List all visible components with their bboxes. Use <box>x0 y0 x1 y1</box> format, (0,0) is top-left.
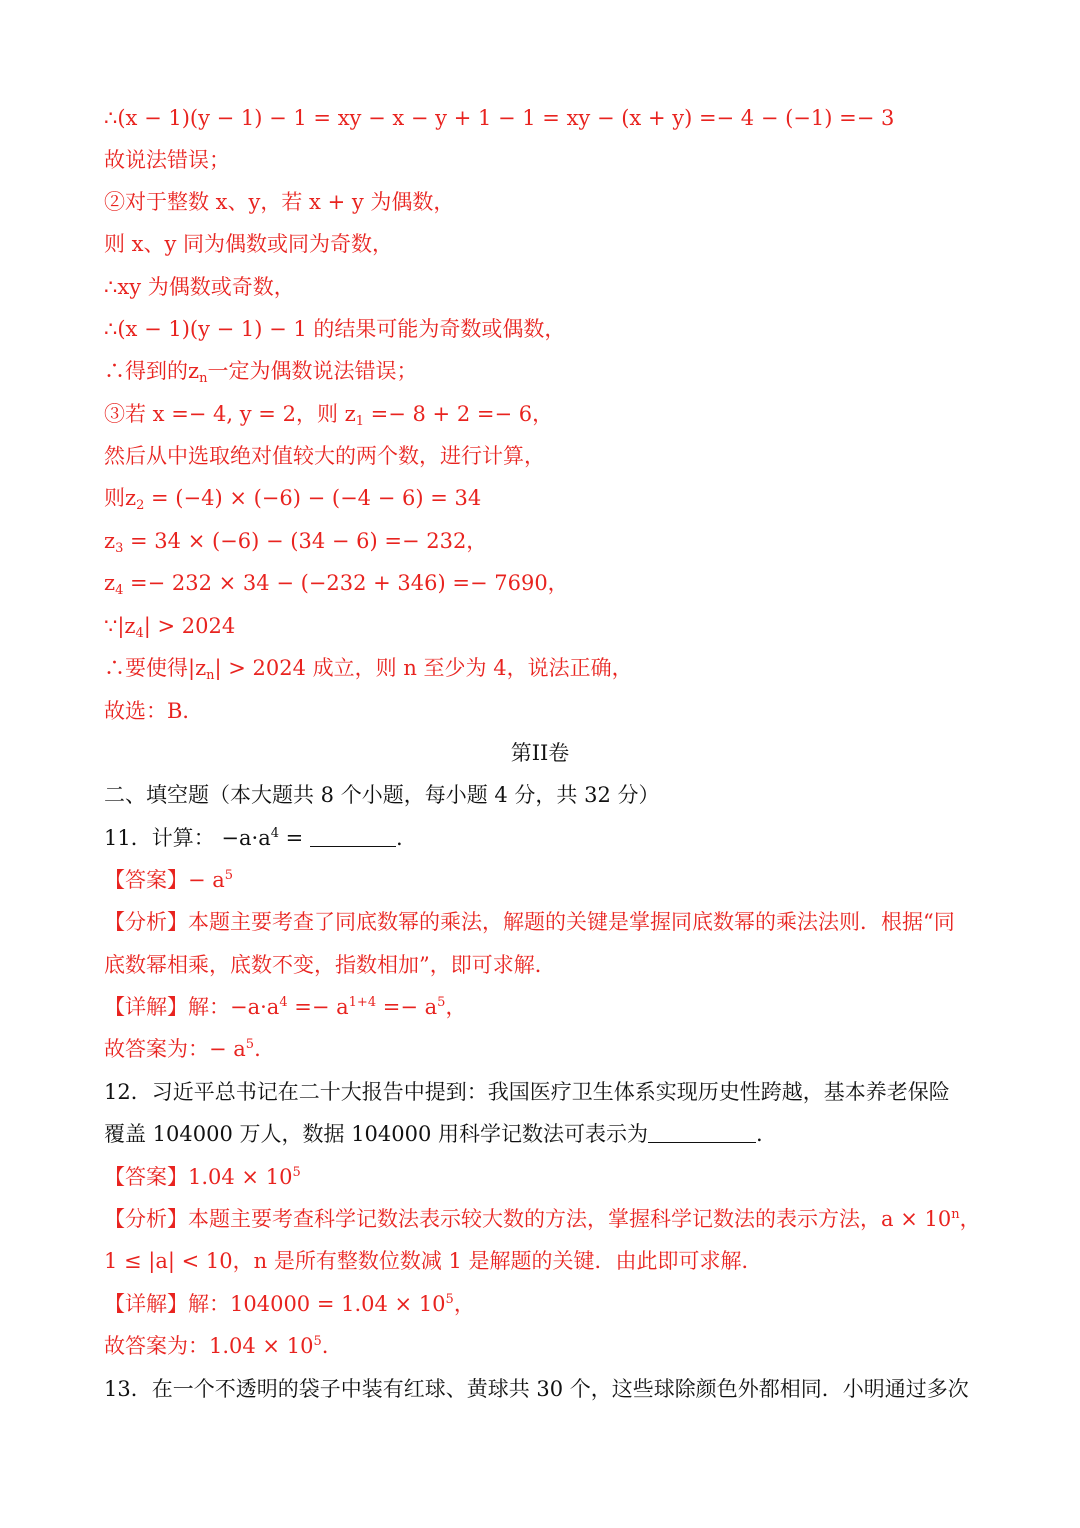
solution-text: = 34 × (−6) − (34 − 6) =− 232， <box>123 529 488 553</box>
solution-line <box>104 568 569 598</box>
solution-text: | > 2024 成立，则 n 至少为 4，说法正确， <box>214 656 633 680</box>
subscript: 3 <box>115 541 124 556</box>
solution-line <box>104 272 295 302</box>
subscript: n <box>199 371 208 386</box>
superscript: 5 <box>445 1292 454 1307</box>
solution-text: ②对于整数 x、y，若 x + y 为偶数， <box>104 190 455 214</box>
analysis-12-cont: 1 ≤ |a| < 10，n 是所有整数位数减 1 是解题的关键．由此即可求解． <box>104 1249 763 1273</box>
section-title: 第II卷 <box>510 741 570 765</box>
solution-text: 则z <box>104 486 137 510</box>
solution-line <box>104 314 565 344</box>
section-header: 二、填空题（本大题共 8 个小题，每小题 4 分，共 32 分） <box>104 783 660 807</box>
detail-12: 【详解】解：$104000 = 1.04 \times 10^5$， <box>104 1292 475 1316</box>
solution-line <box>104 441 545 471</box>
superscript: 5 <box>292 1165 301 1180</box>
solution-line <box>104 611 235 641</box>
subscript: 4 <box>115 583 124 598</box>
superscript: 5 <box>437 995 446 1010</box>
solution-text: ∵|z <box>104 614 136 638</box>
answer-blank <box>648 1122 756 1143</box>
analysis-12: 【分析】本题主要考查科学记数法表示较大数的方法，掌握科学记数法的表示方法，$a \times 10^n$， <box>104 1207 981 1231</box>
superscript: n <box>951 1207 960 1222</box>
solution-text: =− 8 + 2 =− 6， <box>363 402 554 426</box>
detail-11: 【详解】解：$-a\cdot a^4 =- a^{1+4} =- a^5$， <box>104 995 467 1019</box>
solution-text: 然后从中选取绝对值较大的两个数，进行计算， <box>104 444 545 468</box>
solution-text: z <box>104 529 116 553</box>
solution-text: ∴(x − 1)(y − 1) − 1 的结果可能为奇数或偶数， <box>104 317 566 341</box>
subscript: n <box>206 668 215 683</box>
superscript: 5 <box>313 1334 322 1349</box>
solution-line <box>104 103 894 133</box>
question-11: 11．计算： $-a\cdot a^4$ = . <box>104 826 403 850</box>
superscript: 4 <box>270 826 279 841</box>
solution-line <box>104 145 230 175</box>
solution-line <box>104 653 633 683</box>
question-12: 12．习近平总书记在二十大报告中提到：我国医疗卫生体系实现历史性跨越，基本养老保险 <box>104 1080 950 1104</box>
solution-text: 故选：B． <box>104 699 204 723</box>
solution-text: =− 232 × 34 − (−232 + 346) =− 7690， <box>123 571 569 595</box>
question-13: 13．在一个不透明的袋子中装有红球、黄球共 30 个，这些球除颜色外都相同．小明通过多次 <box>104 1377 969 1401</box>
solution-text: 一定为偶数说法错误； <box>207 359 418 383</box>
analysis-11-cont: 底数幂相乘，底数不变，指数相加”，即可求解． <box>104 953 556 977</box>
solution-text: ∴要使得|z <box>104 656 207 680</box>
solution-line <box>104 356 417 386</box>
subscript: 2 <box>136 498 145 513</box>
solution-text: ③若 x =− 4, y = 2，则 z <box>104 402 356 426</box>
question-12-cont: 覆盖 104000 万人，数据 104000 用科学记数法可表示为 . <box>104 1122 763 1146</box>
solution-line <box>104 483 481 513</box>
final-answer-11: 故答案为：− $a^5$. <box>104 1037 261 1061</box>
equation-text: ∴(x − 1)(y − 1) − 1 = xy − x − y + 1 − 1 = xy − (x + y) =− 4 − (−1) =− 3 <box>104 106 895 130</box>
solution-line <box>104 696 203 726</box>
superscript: 1+4 <box>348 995 377 1010</box>
solution-text: = (−4) × (−6) − (−4 − 6) = 34 <box>144 486 482 510</box>
solution-line <box>104 399 553 429</box>
subscript: 1 <box>355 414 364 429</box>
answer-blank <box>310 826 396 847</box>
solution-text: | > 2024 <box>143 614 236 638</box>
analysis-11: 【分析】本题主要考查了同底数幂的乘法，解题的关键是掌握同底数幂的乘法法则．根据“同 <box>104 910 955 934</box>
superscript: 5 <box>224 868 234 883</box>
solution-line <box>104 526 487 556</box>
subscript: 4 <box>135 626 144 641</box>
solution-text: ∴得到的z <box>104 359 200 383</box>
solution-text: ∴xy 为偶数或奇数， <box>104 275 295 299</box>
solution-line <box>104 229 393 259</box>
solution-text: 则 x、y 同为偶数或同为奇数， <box>104 232 394 256</box>
solution-text: 故说法错误； <box>104 148 230 172</box>
final-answer-12: 故答案为：$1.04 \times 10^5$. <box>104 1334 329 1358</box>
solution-text: z <box>104 571 116 595</box>
superscript: 5 <box>245 1037 255 1052</box>
solution-line <box>104 187 454 217</box>
answer-12: 【答案】$1.04 \times 10^5$ <box>104 1165 301 1189</box>
superscript: 4 <box>279 995 288 1010</box>
answer-11: 【答案】− $a^5$ <box>104 868 234 892</box>
